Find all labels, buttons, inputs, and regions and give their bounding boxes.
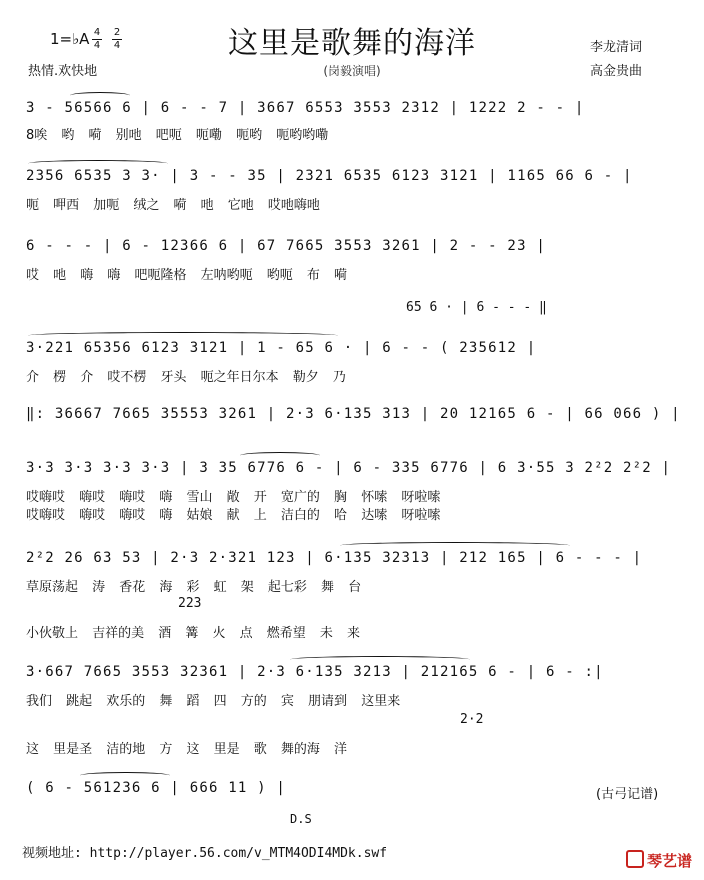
ds-marker: D.S xyxy=(290,812,312,826)
slur xyxy=(70,92,130,99)
slur xyxy=(340,542,570,549)
lyric-line-6a: 哎嗨哎 嗨哎 嗨哎 嗨 雪山 敞 开 宽广的 胸 怀嗦 呀啦嗦 xyxy=(26,490,441,505)
lyric-line-2: 呃 呷西 加呃 绒之 嗬 吔 它吔 哎吔嗨吔 xyxy=(26,198,320,213)
song-title: 这里是歌舞的海洋 xyxy=(228,26,476,61)
lyric-line-1: 8唉 哟 嗬 别吔 吧呃 呃嘞 呃哟 呃哟哟嘞 xyxy=(26,128,329,143)
lyric-line-8a: 我们 跳起 欢乐的 舞 蹈 四 方的 宾 朋请到 这里来 xyxy=(26,694,401,709)
lyric-line-4: 介 楞 介 哎不楞 牙头 呃之年日尔本 勒夕 乃 xyxy=(26,370,346,385)
lyric-line-7b: 小伙敬上 吉祥的美 酒 篝 火 点 燃希望 未 来 xyxy=(26,626,361,641)
lyric-line-8b: 这 里是圣 洁的地 方 这 里是 歌 舞的海 洋 xyxy=(26,742,348,757)
slur xyxy=(28,332,338,339)
alt-phrase: 2·2 xyxy=(460,712,484,727)
staff-line-6: 3·3 3·3 3·3 3·3 | 3 35 6776 6 - | 6 - 335 6776 | 6 3·55 3 2²2 2²2 | xyxy=(26,460,672,476)
staff-line-2: 2356 6535 3 3· | 3 - - 35 | 2321 6535 6123 3121 | 1165 66 6 - | xyxy=(26,168,633,184)
slur xyxy=(80,772,170,779)
slur xyxy=(240,452,320,459)
logo-icon xyxy=(626,850,644,868)
time-signature-2: 2 4 xyxy=(113,27,121,51)
lyric-line-6b: 哎嗨哎 嗨哎 嗨哎 嗨 姑娘 献 上 洁白的 哈 达嗦 呀啦嗦 xyxy=(26,508,441,523)
composer: 高金贵曲 xyxy=(590,64,643,79)
staff-line-3: 6 - - - | 6 - 12366 6 | 67 7665 3553 3261 | 2 - - 23 | xyxy=(26,238,546,254)
staff-line-9: ( 6 - 561236 6 | 666 11 ) | xyxy=(26,780,286,796)
ending-phrase: 65 6 · | 6 - - - ‖ xyxy=(406,300,547,315)
lyric-line-3: 哎 吔 嗨 嗨 吧呃隆格 左呐哟呃 哟呃 布 嗬 xyxy=(26,268,348,283)
tempo-mood: 热情.欢快地 xyxy=(28,64,98,79)
staff-line-8: 3·667 7665 3553 32361 | 2·3 6·135 3213 | 212165 6 - | 6 - :| xyxy=(26,664,604,680)
slur xyxy=(290,656,470,663)
staff-line-4: 3·221 65356 6123 3121 | 1 - 65 6 · | 6 - - ( 235612 | xyxy=(26,340,537,356)
lyric-line-7a: 草原荡起 涛 香花 海 彩 虹 架 起七彩 舞 台 xyxy=(26,580,362,595)
slur xyxy=(28,160,168,167)
alt-phrase: 223 xyxy=(178,596,202,611)
lyricist: 李龙清词 xyxy=(590,40,643,55)
singer: (岗毅演唱) xyxy=(323,64,381,78)
site-logo: 琴艺谱 xyxy=(626,850,692,871)
time-signature-1: 4 4 xyxy=(93,27,101,51)
staff-line-1: 3 - 56566 6 | 6 - - 7 | 3667 6553 3553 2312 | 1222 2 - - | xyxy=(26,100,585,116)
transcriber-credit: (古弓记谱) xyxy=(596,787,659,802)
staff-line-7: 2²2 26 63 53 | 2·3 2·321 123 | 6·135 32313 | 212 165 | 6 - - - | xyxy=(26,550,643,566)
staff-line-5: ‖: 36667 7665 35553 3261 | 2·3 6·135 313 | 20 12165 6 - | 66 066 ) | xyxy=(26,406,681,422)
video-url: 视频地址: http://player.56.com/v_MTM4ODI4MDk.swf xyxy=(22,846,388,861)
key-signature: 1=♭A xyxy=(50,30,90,48)
